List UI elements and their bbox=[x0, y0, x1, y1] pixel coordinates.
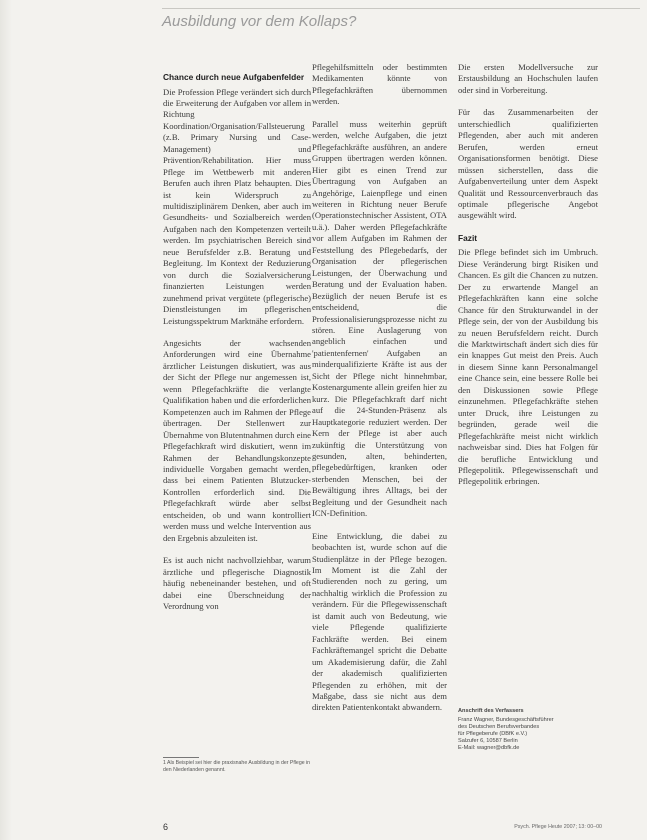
paragraph: Die Profession Pflege verändert sich durch die Erweiterung der Aufgaben vor allem in Richtung Koordination/Organisation/Fallsteuerung (z.B. Primary Nursing und Case-Management) und Prävention/Rehabilitation. Hier muss Pflege im Wettbewerb mit anderen Berufen auch ihren Platz behaupten. Dies ist kein Widerspruch zu multidisziplinärem Denken, aber auch im Gesundheits- und Sozialbereich werden Aufgaben nach den Kompetenzen verteilt werden. Im psychiatrischen Bereich sind neue Berufsfelder z.B. Beratung und Begleitung. Im Kontext der Reduzierung von durch die Sozialversicherung finanzierten Leistungen werden zunehmend privat vergütete (pflegerische) Dienstleistungen im pflegerischen Leistungsspektrum Marktnähe erfordern. bbox=[163, 86, 311, 326]
paragraph: Es ist auch nicht nachvollziehbar, warum ärztliche und pflegerische Diagnostik häufig nebeneinander bestehen, und oft dabei eine Überschneidung der Verordnung von bbox=[163, 555, 311, 611]
text-column-1 bbox=[163, 72, 311, 623]
author-line: Franz Wagner, Bundesgeschäftsführer bbox=[458, 717, 554, 723]
footnote: 1 Als Beispiel sei hier die praxisnahe Ausbildung in der Pflege in den Niederlanden genannt. bbox=[163, 760, 311, 773]
page-number: 6 bbox=[163, 822, 169, 832]
author-address bbox=[458, 708, 598, 752]
article-title: Ausbildung vor dem Kollaps? bbox=[162, 13, 357, 31]
footnote-rule bbox=[163, 757, 199, 758]
paragraph: Die Pflege befindet sich im Umbruch. Diese Veränderung birgt Risiken und Chancen. Es gilt die Chancen zu nutzen. Der zu erwartende Mangel an Pflegefachkräften kann eine solche Chance für den Strukturwandel in der Pflege sein, der von der Ausbildung bis zu neuen Berufsfeldern reicht. Durch die Marktwirtschaft ändert sich dies für ein knappes Gut meist den Preis. Auch in diesem Sinne kann Personalmangel eine Chance sein, eine bessere Rolle bei den Diskussionen sowie Pflege einzunehmen. Pflegefachkräfte stehen unter Druck, ihre Leistungen zu begründen, gerade weil die Pflegefachkräfte meist nicht wirklich nachweisbar sind. Dies hat Folgen für die berufliche Entwicklung und Pflegepolitik. Pflegewissenschaft und Pflegepolitik erbringen. bbox=[458, 247, 598, 487]
paragraph: Pflegehilfsmitteln oder bestimmten Medikamenten könnte von Pflegefachkräften übernommen werden. bbox=[312, 62, 447, 107]
text-column-2 bbox=[312, 62, 447, 725]
paragraph: Für das Zusammenarbeiten der unterschiedlich qualifizierten Pflegenden, aber auch mit anderen Berufen, werden erneut Organisationsformen benötigt. Diese müssen sicherstellen, dass die Aufgabenverteilung unter dem Aspekt Qualität und Ressourcenverbrauch das optimale pflegerische Angebot ausgewählt wird. bbox=[458, 107, 598, 221]
paragraph: Eine Entwicklung, die dabei zu beobachten ist, wurde schon auf die Studienplätze in der Pflege bezogen. Im Moment ist die Zahl der Studierenden noch zu gering, um nachhaltig wirklich die Profession zu verändern. Für die Pflegewissenschaft ist damit auch von Bedeutung, wie viele Pflegende qualifizierte Fachkräfte werden. Bei einem Fachkräftemangel spricht die Debatte um Akademisierung dafür, die Zahl der akademisch qualifizierten Pflegenden zu erhöhen, mit der Maßgabe, dass sie nicht aus dem direkten Patientenkontakt abwandern. bbox=[312, 530, 447, 713]
author-heading: Anschrift des Verfassers bbox=[458, 708, 524, 714]
fazit-heading: Fazit bbox=[458, 232, 478, 243]
author-line: für Pflegeberufe (DBfK e.V.) bbox=[458, 731, 528, 737]
section-heading: Chance durch neue Aufgabenfelder bbox=[163, 72, 305, 82]
page-footer: Psych. Pflege Heute 2007; 13: 00–00 bbox=[514, 824, 602, 830]
author-email: E-Mail: wagner@dbfk.de bbox=[458, 745, 520, 751]
paragraph: Parallel muss weiterhin geprüft werden, welche Aufgaben, die jetzt Pflegefachkräfte ausführen, an andere Gruppen übertragen werden können. Hier gibt es einen Trend zur Übertragung von Aufgaben an Angehörige, Laienpflege und einen weiteren in Richtung neuer Berufe (Operationstechnischer Assistent, OTA u.ä.). Daher werden Pflegefachkräfte vor allem Aufgaben im Rahmen der Feststellung des Pflegebedarfs, der Organisation der pflegerischen Leistungen, der Überwachung und Beratung und der Evaluation haben. Bezüglich der neuen Berufe ist es entscheidend, die Professionalisierungsprozesse nicht zu stören. Eine Auslagerung von angeblich einfachen und 'patientenfernen' Aufgaben an minderqualifizierte Kräfte ist aus der Sicht der Pflege nicht hinnehmbar, Kostenargumente allein greifen hier zu kurz. Die Pflegefachkraft darf nicht auf die 24-Stunden-Präsenz als Hauptkategorie reduziert werden. Der Kern der Pflege ist aber auch zukünftig die Unterstützung von gesunden, alten, behinderten, pflegebedürftigen, kranken oder sterbenden Menschen, bei der Bewältigung ihres Alltags, bei der Begleitung und der Gesundheit nach ICN-Definition. bbox=[312, 118, 447, 519]
author-line: des Deutschen Berufsverbandes bbox=[458, 724, 540, 730]
header-rule bbox=[162, 8, 640, 9]
text-column-3 bbox=[458, 62, 598, 499]
paragraph: Angesichts der wachsenden Anforderungen wird eine Übernahme ärztlicher Leistungen diskutiert, was aus der Sicht der Pflege nur angemessen ist, wenn Pflegefachkräfte die verlangte Qualifikation haben und die erforderlichen Kompetenzen auch im Rahmen der Pflege übertragen. Der Stellenwert zur Übernahme von Blutentnahmen durch eine Pflegefachkraft wird diskutiert, wenn im Rahmen der Behandlungskonzepte individuelle Vorgaben gemacht werden, dass bei einem Patienten Blutzucker-Kontrollen erforderlich sind. Die Pflegefachkraft würde aber selbst entscheiden, ob und wann kontrolliert werden muss und welche Intervention aus den Ergebnis abzuleiten ist. bbox=[163, 338, 311, 543]
author-line: Salzufer 6, 10587 Berlin bbox=[458, 738, 518, 744]
paragraph: Die ersten Modellversuche zur Erstausbildung an Hochschulen laufen oder sind in Vorbereitung. bbox=[458, 62, 598, 95]
